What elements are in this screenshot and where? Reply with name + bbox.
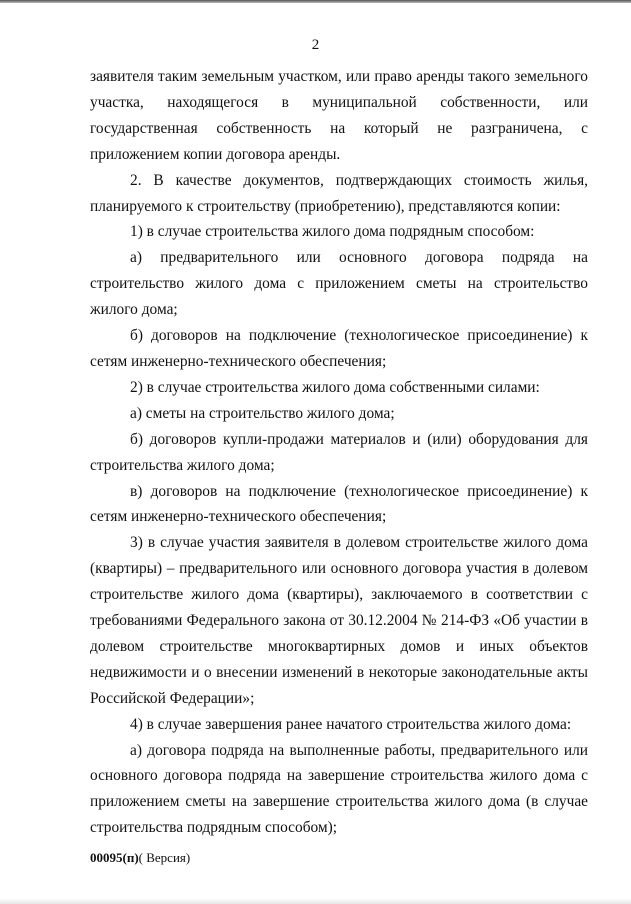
- paragraph-subitem-1: 1) в случае строительства жилого дома подрядным способом:: [130, 223, 535, 241]
- footer-version: ( Версия): [138, 850, 191, 865]
- paragraph-subitem-4: 4) в случае завершения ранее начатого строительства жилого дома:: [130, 715, 572, 733]
- page-number: 2: [311, 37, 320, 53]
- paragraph-subitem-2c: в) договоров на подключение (технологическое присоединение) к сетям инженерно-технического обеспечения;: [90, 482, 588, 526]
- paragraph-item-2: 2. В качестве документов, подтверждающих стоимость жилья, планируемого к строительству (приобретению), представляются копии:: [90, 171, 588, 215]
- document-footer-code: [90, 850, 190, 866]
- paragraph-subitem-3: 3) в случае участия заявителя в долевом строительстве жилого дома (квартиры) – предварительного или основного договора участия в долевом строительстве жилого дома (квартиры), заключаемого в соответствии с требованиями Федерального закона от 30.12.2004 № 214-ФЗ «Об участии в долевом строительстве многоквартирных домов и иных объектов недвижимости и о внесении изменений в некоторые законодательные акты Российской Федерации»;: [90, 534, 588, 707]
- paragraph-subitem-2b: б) договоров купли-продажи материалов и (или) оборудования для строительства жилого дома;: [90, 430, 588, 474]
- paragraph-subitem-2a: а) сметы на строительство жилого дома;: [130, 404, 395, 422]
- footer-code: 00095(п): [90, 850, 139, 865]
- document-body: [90, 64, 588, 841]
- scan-edge-top: [0, 0, 631, 3]
- paragraph-subitem-4a: а) договора подряда на выполненные работы, предварительного или основного договора подряда на завершение строительства жилого дома с приложением сметы на завершение строительства жилого дома (в случае строительства подрядным способом);: [90, 741, 588, 837]
- paragraph-continuation: заявителя таким земельным участком, или право аренды такого земельного участка, находящегося в муниципальной собственности, или государственная собственность на который не разграничена, с приложением копии договора аренды.: [90, 68, 588, 163]
- paragraph-subitem-1b: б) договоров на подключение (технологическое присоединение) к сетям инженерно-технического обеспечения;: [90, 327, 588, 370]
- paragraph-subitem-2: 2) в случае строительства жилого дома собственными силами:: [130, 378, 540, 396]
- paragraph-subitem-1a: а) предварительного или основного договора подряда на строительство жилого дома с приложением сметы на строительство жилого дома;: [90, 249, 588, 319]
- scan-edge-bottom: [0, 898, 631, 904]
